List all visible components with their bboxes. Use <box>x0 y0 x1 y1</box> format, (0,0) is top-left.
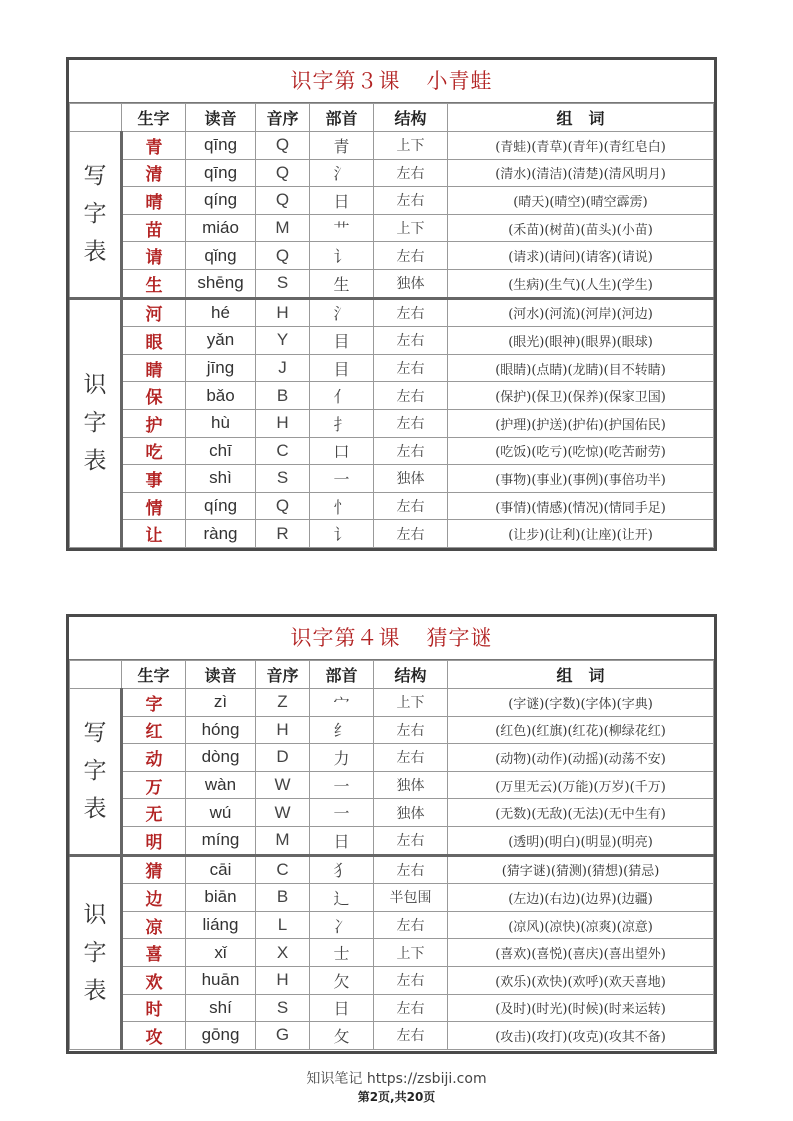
word-examples: (眼光)(眼神)(眼界)(眼球) <box>448 327 714 355</box>
word-examples: (左边)(右边)(边界)(边疆) <box>448 884 714 912</box>
radical: 扌 <box>310 409 374 437</box>
radical: 欠 <box>310 966 374 994</box>
watermark-text: 知识笔记 https://zsbiji.com <box>306 1071 487 1087</box>
table-row <box>70 437 714 465</box>
pinyin: xǐ <box>186 939 256 967</box>
radical: 攵 <box>310 1022 374 1050</box>
initial-letter: L <box>256 911 310 939</box>
column-header: 读音 <box>186 661 256 689</box>
character: 攻 <box>122 1022 186 1050</box>
table-row <box>70 187 714 215</box>
initial-letter: W <box>256 799 310 827</box>
table-row <box>70 771 714 799</box>
radical: 日 <box>310 994 374 1022</box>
initial-letter: G <box>256 1022 310 1050</box>
structure: 独体 <box>374 799 448 827</box>
initial-letter: S <box>256 994 310 1022</box>
character: 无 <box>122 799 186 827</box>
structure: 左右 <box>374 966 448 994</box>
structure: 上下 <box>374 689 448 717</box>
character: 让 <box>122 520 186 548</box>
column-header: 部首 <box>310 104 374 132</box>
character: 护 <box>122 409 186 437</box>
group-label: 写 字 表 <box>70 689 122 856</box>
group-label: 识 字 表 <box>70 855 122 1049</box>
structure: 左右 <box>374 242 448 270</box>
table-row <box>70 520 714 548</box>
radical: 士 <box>310 939 374 967</box>
pinyin: ràng <box>186 520 256 548</box>
radical: 辶 <box>310 884 374 912</box>
initial-letter: M <box>256 826 310 855</box>
word-examples: (欢乐)(欢快)(欢呼)(欢天喜地) <box>448 966 714 994</box>
pinyin: yǎn <box>186 327 256 355</box>
column-header: 生字 <box>122 661 186 689</box>
lesson-number: 识字第４课 <box>290 626 401 650</box>
character: 情 <box>122 492 186 520</box>
table-row <box>70 966 714 994</box>
radical: 目 <box>310 327 374 355</box>
initial-letter: Q <box>256 187 310 215</box>
structure: 左右 <box>374 354 448 382</box>
word-examples: (晴天)(晴空)(晴空霹雳) <box>448 187 714 215</box>
word-examples: (眼睛)(点睛)(龙睛)(目不转睛) <box>448 354 714 382</box>
initial-letter: B <box>256 884 310 912</box>
structure: 上下 <box>374 214 448 242</box>
word-examples: (字谜)(字数)(字体)(字典) <box>448 689 714 717</box>
radical: 口 <box>310 437 374 465</box>
word-examples: (动物)(动作)(动摇)(动荡不安) <box>448 744 714 772</box>
lesson-card-4 <box>66 614 717 1054</box>
pinyin: chī <box>186 437 256 465</box>
pinyin: jīng <box>186 354 256 382</box>
pinyin: qǐng <box>186 242 256 270</box>
radical: 亻 <box>310 382 374 410</box>
pinyin: hé <box>186 298 256 327</box>
group-label: 写 字 表 <box>70 132 122 299</box>
group-label: 识 字 表 <box>70 298 122 547</box>
pinyin: hù <box>186 409 256 437</box>
initial-letter: C <box>256 437 310 465</box>
table-row <box>70 911 714 939</box>
character: 动 <box>122 744 186 772</box>
radical: 日 <box>310 826 374 855</box>
structure: 上下 <box>374 132 448 160</box>
pinyin: qíng <box>186 492 256 520</box>
character: 红 <box>122 716 186 744</box>
table-row <box>70 327 714 355</box>
column-header <box>70 661 122 689</box>
character: 猜 <box>122 855 186 884</box>
structure: 左右 <box>374 520 448 548</box>
word-examples: (生病)(生气)(人生)(学生) <box>448 269 714 298</box>
word-examples: (攻击)(攻打)(攻克)(攻其不备) <box>448 1022 714 1050</box>
structure: 左右 <box>374 911 448 939</box>
structure: 独体 <box>374 771 448 799</box>
table-row <box>70 354 714 382</box>
table-row <box>70 994 714 1022</box>
column-header: 音序 <box>256 661 310 689</box>
word-examples: (红色)(红旗)(红花)(柳绿花红) <box>448 716 714 744</box>
character: 凉 <box>122 911 186 939</box>
structure: 左右 <box>374 716 448 744</box>
character: 睛 <box>122 354 186 382</box>
character: 青 <box>122 132 186 160</box>
radical: 氵 <box>310 159 374 187</box>
pinyin: cāi <box>186 855 256 884</box>
column-header: 组 词 <box>448 104 714 132</box>
word-examples: (保护)(保卫)(保养)(保家卫国) <box>448 382 714 410</box>
character: 事 <box>122 465 186 493</box>
pinyin: bǎo <box>186 382 256 410</box>
word-examples: (及时)(时光)(时候)(时来运转) <box>448 994 714 1022</box>
word-examples: (万里无云)(万能)(万岁)(千万) <box>448 771 714 799</box>
column-header: 结构 <box>374 661 448 689</box>
word-examples: (清水)(清洁)(清楚)(清风明月) <box>448 159 714 187</box>
character: 万 <box>122 771 186 799</box>
character: 保 <box>122 382 186 410</box>
pinyin: shí <box>186 994 256 1022</box>
table-header-row <box>70 661 714 689</box>
table-row <box>70 159 714 187</box>
structure: 左右 <box>374 744 448 772</box>
table-row <box>70 465 714 493</box>
lesson-number: 识字第３课 <box>290 69 401 93</box>
radical: 氵 <box>310 298 374 327</box>
character: 边 <box>122 884 186 912</box>
column-header: 结构 <box>374 104 448 132</box>
radical: 讠 <box>310 520 374 548</box>
initial-letter: X <box>256 939 310 967</box>
structure: 左右 <box>374 994 448 1022</box>
character: 苗 <box>122 214 186 242</box>
table-row <box>70 939 714 967</box>
pinyin: qīng <box>186 132 256 160</box>
column-header <box>70 104 122 132</box>
table-row <box>70 382 714 410</box>
word-examples: (无数)(无敌)(无法)(无中生有) <box>448 799 714 827</box>
character: 河 <box>122 298 186 327</box>
table-row <box>70 269 714 298</box>
column-header: 组 词 <box>448 661 714 689</box>
character: 喜 <box>122 939 186 967</box>
structure: 左右 <box>374 327 448 355</box>
pinyin: biān <box>186 884 256 912</box>
initial-letter: S <box>256 269 310 298</box>
word-examples: (青蛙)(青草)(青年)(青红皂白) <box>448 132 714 160</box>
table-row <box>70 1022 714 1050</box>
character: 字 <box>122 689 186 717</box>
radical: 纟 <box>310 716 374 744</box>
word-examples: (事情)(情感)(情况)(情同手足) <box>448 492 714 520</box>
structure: 左右 <box>374 437 448 465</box>
structure: 半包围 <box>374 884 448 912</box>
initial-letter: R <box>256 520 310 548</box>
character: 生 <box>122 269 186 298</box>
pinyin: miáo <box>186 214 256 242</box>
initial-letter: Q <box>256 159 310 187</box>
pinyin: shì <box>186 465 256 493</box>
lesson-title <box>69 60 714 103</box>
initial-letter: H <box>256 716 310 744</box>
table-row <box>70 132 714 160</box>
lesson-card-3 <box>66 57 717 551</box>
pinyin: gōng <box>186 1022 256 1050</box>
radical: 日 <box>310 187 374 215</box>
structure: 左右 <box>374 492 448 520</box>
pinyin: wú <box>186 799 256 827</box>
initial-letter: H <box>256 298 310 327</box>
pinyin: shēng <box>186 269 256 298</box>
word-examples: (请求)(请问)(请客)(请说) <box>448 242 714 270</box>
structure: 左右 <box>374 1022 448 1050</box>
table-row <box>70 884 714 912</box>
lesson-title <box>69 617 714 660</box>
word-examples: (河水)(河流)(河岸)(河边) <box>448 298 714 327</box>
table-row <box>70 298 714 327</box>
structure: 左右 <box>374 382 448 410</box>
table-row <box>70 214 714 242</box>
word-examples: (凉风)(凉快)(凉爽)(凉意) <box>448 911 714 939</box>
word-examples: (透明)(明白)(明显)(明亮) <box>448 826 714 855</box>
initial-letter: Q <box>256 132 310 160</box>
pinyin: huān <box>186 966 256 994</box>
character: 欢 <box>122 966 186 994</box>
initial-letter: Q <box>256 492 310 520</box>
initial-letter: J <box>256 354 310 382</box>
radical: 一 <box>310 799 374 827</box>
table-row <box>70 855 714 884</box>
column-header: 音序 <box>256 104 310 132</box>
column-header: 生字 <box>122 104 186 132</box>
radical: 青 <box>310 132 374 160</box>
pinyin: zì <box>186 689 256 717</box>
structure: 左右 <box>374 855 448 884</box>
word-examples: (猜字谜)(猜测)(猜想)(猜忌) <box>448 855 714 884</box>
radical: 艹 <box>310 214 374 242</box>
table-row <box>70 242 714 270</box>
radical: 宀 <box>310 689 374 717</box>
table-row <box>70 492 714 520</box>
initial-letter: Q <box>256 242 310 270</box>
initial-letter: S <box>256 465 310 493</box>
pinyin: dòng <box>186 744 256 772</box>
initial-letter: Y <box>256 327 310 355</box>
initial-letter: B <box>256 382 310 410</box>
character: 请 <box>122 242 186 270</box>
radical: 忄 <box>310 492 374 520</box>
structure: 独体 <box>374 269 448 298</box>
character: 眼 <box>122 327 186 355</box>
radical: 目 <box>310 354 374 382</box>
lesson-name: 小青蛙 <box>426 69 493 93</box>
pinyin: hóng <box>186 716 256 744</box>
pinyin: liáng <box>186 911 256 939</box>
table-row <box>70 826 714 855</box>
table-row <box>70 689 714 717</box>
pinyin: míng <box>186 826 256 855</box>
character-table <box>69 103 714 548</box>
structure: 左右 <box>374 187 448 215</box>
pinyin: wàn <box>186 771 256 799</box>
column-header: 部首 <box>310 661 374 689</box>
word-examples: (吃饭)(吃亏)(吃惊)(吃苦耐劳) <box>448 437 714 465</box>
word-examples: (让步)(让利)(让座)(让开) <box>448 520 714 548</box>
initial-letter: D <box>256 744 310 772</box>
word-examples: (护理)(护送)(护佑)(护国佑民) <box>448 409 714 437</box>
pinyin: qīng <box>186 159 256 187</box>
radical: 一 <box>310 465 374 493</box>
structure: 左右 <box>374 298 448 327</box>
radical: 犭 <box>310 855 374 884</box>
initial-letter: M <box>256 214 310 242</box>
lesson-name: 猜字谜 <box>426 626 493 650</box>
radical: 一 <box>310 771 374 799</box>
radical: 生 <box>310 269 374 298</box>
table-header-row <box>70 104 714 132</box>
structure: 左右 <box>374 159 448 187</box>
table-row <box>70 409 714 437</box>
radical: 冫 <box>310 911 374 939</box>
initial-letter: W <box>256 771 310 799</box>
character: 时 <box>122 994 186 1022</box>
character: 清 <box>122 159 186 187</box>
radical: 讠 <box>310 242 374 270</box>
initial-letter: C <box>256 855 310 884</box>
character-table <box>69 660 714 1050</box>
radical: 力 <box>310 744 374 772</box>
structure: 上下 <box>374 939 448 967</box>
initial-letter: H <box>256 409 310 437</box>
character: 明 <box>122 826 186 855</box>
pinyin: qíng <box>186 187 256 215</box>
word-examples: (喜欢)(喜悦)(喜庆)(喜出望外) <box>448 939 714 967</box>
character: 晴 <box>122 187 186 215</box>
table-row <box>70 744 714 772</box>
structure: 独体 <box>374 465 448 493</box>
structure: 左右 <box>374 409 448 437</box>
word-examples: (禾苗)(树苗)(苗头)(小苗) <box>448 214 714 242</box>
table-row <box>70 799 714 827</box>
word-examples: (事物)(事业)(事例)(事倍功半) <box>448 465 714 493</box>
column-header: 读音 <box>186 104 256 132</box>
initial-letter: H <box>256 966 310 994</box>
structure: 左右 <box>374 826 448 855</box>
page-number: 第2页,共20页 <box>357 1090 436 1104</box>
character: 吃 <box>122 437 186 465</box>
initial-letter: Z <box>256 689 310 717</box>
table-row <box>70 716 714 744</box>
